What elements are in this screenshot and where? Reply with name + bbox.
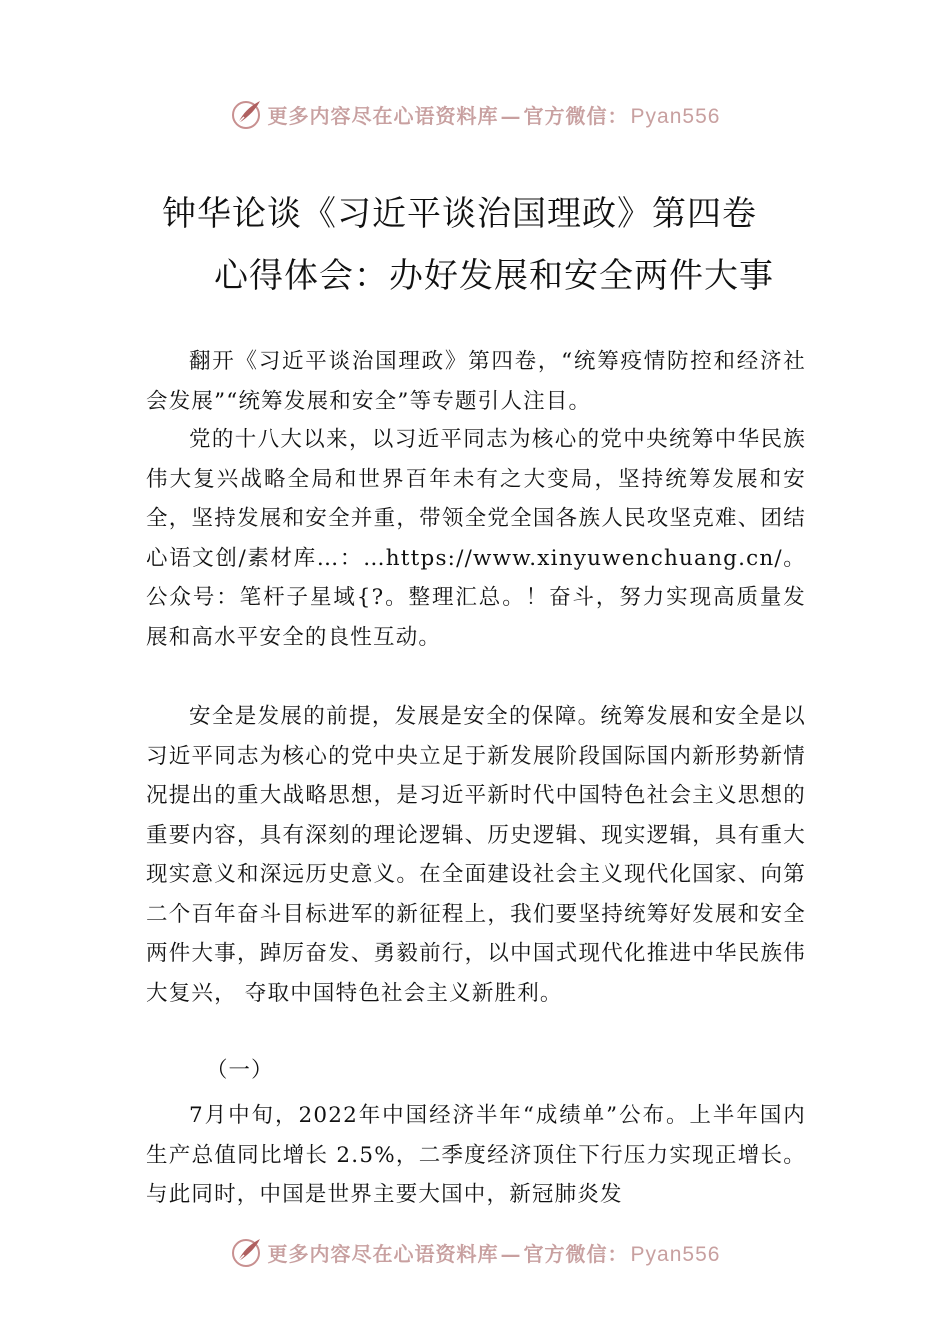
banner-separator: — [500,103,522,128]
banner-brand: 更多内容尽在心语资料库 [267,103,499,128]
header-watermark-banner [0,94,950,134]
footer-watermark-banner [0,1232,950,1272]
banner-brand: 更多内容尽在心语资料库 [267,1241,499,1266]
section-heading: （一） [206,1058,274,1083]
banner-wechat-label: 官方微信： [523,103,629,128]
body-paragraph-2: 党的十八大以来，以习近平同志为核心的党中央统筹中华民族伟大复兴战略全局和世界百年未有之大变局，坚持统筹发展和安全，坚持发展和安全并重，带领全党全国各族人民攻坚克难、团结心语文创/素材库…：…https://www.xinyuwenchuang.cn/。公众号：笔杆子星域{?。整理汇总。！奋斗，努力实现高质量发展和高水平安全的良性互动。 [146,427,806,650]
banner-wechat-id: Pyan556 [630,104,721,128]
quill-pen-logo-icon [230,1235,264,1269]
quill-pen-logo-icon [230,97,264,131]
body-paragraph-3: 安全是发展的前提，发展是安全的保障。统筹发展和安全是以习近平同志为核心的党中央立足于新发展阶段国际国内新形势新情况提出的重大战略思想，是习近平新时代中国特色社会主义思想的重要内容，具有深刻的理论逻辑、历史逻辑、现实逻辑，具有重大现实意义和深远历史意义。在全面建设社会主义现代化国家、向第二个百年奋斗目标进军的新征程上，我们要坚持统筹好发展和安全两件大事，踔厉奋发、勇毅前行，以中国式现代化推进中华民族伟大复兴， 夺取中国特色社会主义新胜利。 [146,704,806,1006]
body-paragraph-4: 7月中旬，2022年中国经济半年“成绩单”公布。上半年国内生产总值同比增长 2.5%，二季度经济顶住下行压力实现正增长。与此同时，中国是世界主要大国中，新冠肺炎发 [146,1103,806,1207]
banner-text [268,100,721,129]
banner-wechat-label: 官方微信： [523,1241,629,1266]
banner-text [268,1238,721,1267]
document-title-line2: 心得体会：办好发展和安全两件大事 [214,256,774,296]
banner-separator: — [500,1241,522,1266]
body-paragraph-1: 翻开《习近平谈治国理政》第四卷，“统筹疫情防控和经济社会发展”“统筹发展和安全”等专题引人注目。 [146,349,806,414]
document-title-line1: 钟华论谈《习近平谈治国理政》第四卷 [162,194,757,234]
banner-wechat-id: Pyan556 [630,1242,721,1266]
